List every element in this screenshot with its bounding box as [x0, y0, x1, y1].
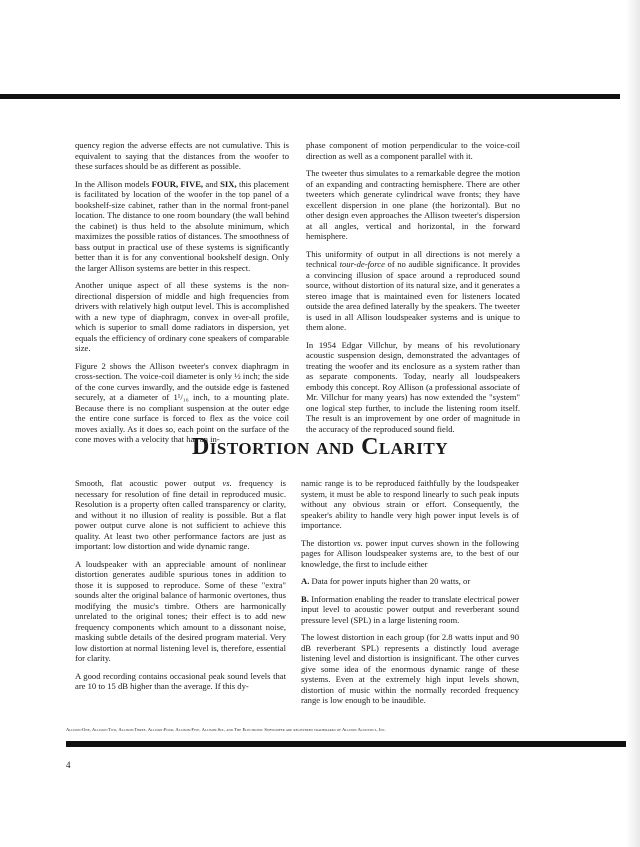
paragraph: In the Allison models FOUR, FIVE, and SIX, this placement is facilitated by location of the woofer in the top panel of a bookshelf-size cabinet, rather than in the normal front-panel location. The distance to one room boundary (the wall behind the cabinet) is thus held to the absolute minimum, which maximizes the possible ratios of distances. The smoothness of bass output in practical use of these systems is significantly better than it is for any conventional bookshelf design. Only the larger Allison systems are better in this respect. — [75, 178, 289, 273]
paragraph: The distortion vs. power input curves shown in the following pages for Allison loudspeaker systems are, to the best of our knowledge, the first to include either — [301, 537, 519, 569]
list-item: B. Information enabling the reader to translate electrical power input level to acoustic power output and reverberant sound pressure level (SPL) in a large listening room. — [301, 593, 519, 625]
paragraph: The lowest distortion in each group (for 2.8 watts input and 90 dB reverberant SPL) represents a distinctly loud average listening level and distortion is insignificant. The other curves give some idea of the enormous dynamic range of these systems. Even at the extremely high input levels shown, distortion of music within the normally recorded frequency range is low enough to be inaudible. — [301, 632, 519, 705]
list-item: A. Data for power inputs higher than 20 watts, or — [301, 576, 471, 586]
paragraph: A loudspeaker with an appreciable amount of nonlinear distortion generates audible spurious tones in addition to those it is supposed to reproduce. Some of these "extra" sounds alter the original balance of harmonic overtones, thus modifying the music's timbre. Others are harmonically unrelated to the original tones; their effect is to add new frequency components which amount to a dissonant noise, masking subtle details of the desired program material. Very low distortion at normal listening level is, therefore, essential for clarity. — [75, 558, 286, 663]
top-rule — [0, 94, 620, 99]
paragraph: A good recording contains occasional peak sound levels that are 10 to 15 dB higher than the average. If this dy- — [75, 670, 286, 691]
page-number: 4 — [66, 760, 71, 770]
top-left-column — [75, 140, 289, 452]
top-right-column — [306, 140, 520, 441]
section-heading: Distortion and Clarity — [191, 434, 449, 460]
trademark-notice: Allison:One, Allison:Two, Allison:Three, Allison:Four, Allison:Five, Allison:Six, and The Electronic Subwoofer are registered trademarks of Allison Acoustics, Inc. — [66, 727, 387, 732]
paragraph: namic range is to be reproduced faithfully by the loudspeaker system, it must be able to respond linearly to such peak inputs without any obvious strain or effort. Consequently, the speaker's ability to handle very high power input levels is of importance. — [301, 478, 519, 530]
bottom-left-column — [75, 478, 286, 699]
paragraph: Figure 2 shows the Allison tweeter's convex diaphragm in cross-section. The voice-coil diameter is only ½ inch; the side of the cone curves inwardly, and the outside edge is fastened securely, at a diameter of 1¹/₁₆ inch, to a mounting plate. Because there is no compliant suspension at the outer edge the entire cone surface is forced to flex as the voice coil moves axially. As it does so, each point on the surface of the cone moves with a velocity that has an in- — [75, 360, 289, 444]
bottom-rule — [66, 741, 626, 747]
paragraph: Smooth, flat acoustic power output vs. frequency is necessary for resolution of fine detail in reproduced music. Resolution is a property often called transparency or clarity, and without it no illusion of reality is possible. But a flat power output curve alone is not sufficient to achieve this quality. At least two other performance factors are just as important: low distortion and wide dynamic range. — [75, 478, 286, 551]
paragraph: quency region the adverse effects are not cumulative. This is equivalent to saying that the distances from the woofer to these surfaces should be as different as possible. — [75, 140, 289, 171]
paragraph: In 1954 Edgar Villchur, by means of his revolutionary acoustic suspension design, demonstrated the advantages of treating the woofer and its enclosure as a system rather than as separate components. Today, nearly all loudspeakers embody this concept. Roy Allison (a professional associate of Mr. Villchur for many years) has now extended the "system" one logical step further, to include the listening room itself. The result is an improvement by one order of magnitude in the accuracy of the reproduced sound field. — [306, 339, 520, 434]
paragraph: This uniformity of output in all directions is not merely a technical tour-de-force of no audible significance. It provides a convincing illusion of space around a reproduced sound source, without distortion of its natural size, and it generates a stereo image that is maintained even for listeners located outside the area defined laterally by the speakers. The tweeter is used in all Allison loudspeaker systems and is unique to them alone. — [306, 248, 520, 332]
paragraph: phase component of motion perpendicular to the voice-coil direction as well as a component parallel with it. — [306, 140, 520, 161]
bottom-right-column — [301, 478, 519, 713]
page-edge — [626, 0, 640, 847]
paragraph: The tweeter thus simulates to a remarkable degree the motion of an expanding and contracting hemisphere. There are other tweeters which generate cylindrical wave fronts; they have excellent dispersion in one plane (the horizontal). But no other design even approaches the Allison tweeter's dispersion at all angles, vertical and horizontal, in the forward hemisphere. — [306, 168, 520, 241]
paragraph: Another unique aspect of all these systems is the non-directional dispersion of middle and high frequencies from drivers with relatively high output level. This is accomplished with a new type of diaphragm, convex in over-all profile, which is superior to small dome radiators in dispersion, yet equals the efficiency of ordinary cone speakers of comparable size. — [75, 280, 289, 353]
